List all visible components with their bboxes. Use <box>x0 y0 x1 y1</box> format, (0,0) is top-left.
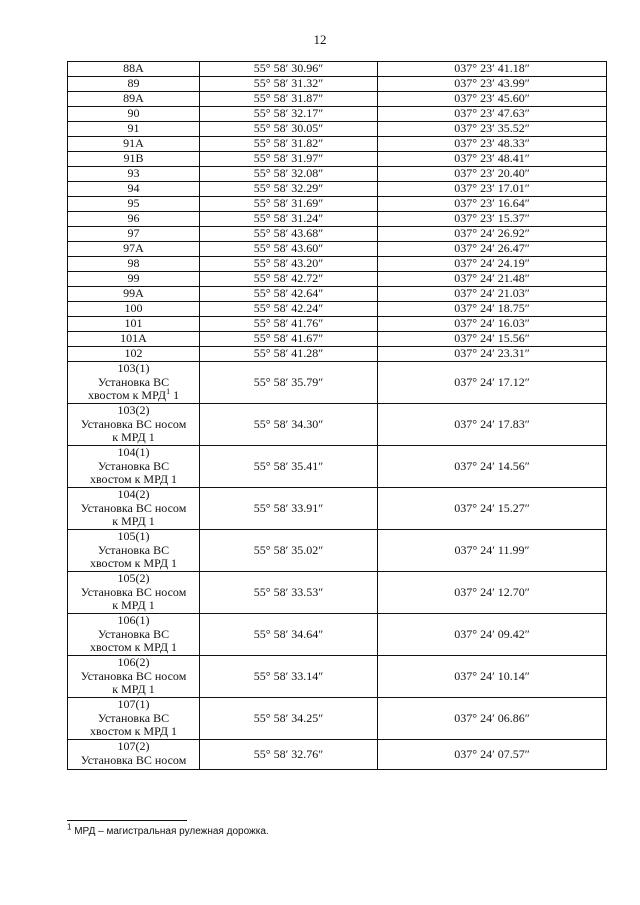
latitude-cell: 55° 58′ 31.97″ <box>200 152 378 167</box>
point-id-cell: 99 <box>68 272 200 287</box>
stand-cell <box>68 446 200 488</box>
point-id-cell: 89A <box>68 92 200 107</box>
longitude-cell: 037° 24′ 17.12″ <box>378 362 607 404</box>
stand-orientation: к МРД 1 <box>112 598 155 613</box>
table-row <box>68 614 607 656</box>
stand-number: 103(1) <box>117 361 150 376</box>
table-row <box>68 212 607 227</box>
point-id-cell: 95 <box>68 197 200 212</box>
stand-number: 103(2) <box>117 403 150 418</box>
latitude-cell: 55° 58′ 35.79″ <box>200 362 378 404</box>
table-row <box>68 740 607 770</box>
table-row <box>68 62 607 77</box>
coordinates-table <box>67 61 607 770</box>
longitude-cell: 037° 24′ 09.42″ <box>378 614 607 656</box>
stand-number: 105(1) <box>117 529 150 544</box>
table-row <box>68 152 607 167</box>
footnote-marker: 1 <box>166 387 171 397</box>
table-row <box>68 332 607 347</box>
latitude-cell: 55° 58′ 33.14″ <box>200 656 378 698</box>
latitude-cell: 55° 58′ 43.60″ <box>200 242 378 257</box>
latitude-cell: 55° 58′ 31.69″ <box>200 197 378 212</box>
point-id-cell: 91B <box>68 152 200 167</box>
stand-description: Установка ВС <box>97 458 170 473</box>
stand-number: 106(1) <box>117 613 150 628</box>
point-id-cell: 99A <box>68 287 200 302</box>
point-id-cell: 93 <box>68 167 200 182</box>
stand-description: Установка ВС <box>97 374 170 389</box>
table-row <box>68 656 607 698</box>
point-id-cell: 102 <box>68 347 200 362</box>
latitude-cell: 55° 58′ 42.72″ <box>200 272 378 287</box>
latitude-cell: 55° 58′ 43.20″ <box>200 257 378 272</box>
stand-number: 105(2) <box>117 571 150 586</box>
latitude-cell: 55° 58′ 41.28″ <box>200 347 378 362</box>
stand-orientation: хвостом к МРД 1 <box>89 556 178 571</box>
table-row <box>68 92 607 107</box>
latitude-cell: 55° 58′ 32.76″ <box>200 740 378 770</box>
stand-cell <box>68 488 200 530</box>
table-row <box>68 197 607 212</box>
longitude-cell: 037° 24′ 21.03″ <box>378 287 607 302</box>
point-id-cell: 91 <box>68 122 200 137</box>
stand-description: Установка ВС носом <box>80 668 187 683</box>
longitude-cell: 037° 23′ 15.37″ <box>378 212 607 227</box>
stand-cell <box>68 740 200 770</box>
longitude-cell: 037° 24′ 15.56″ <box>378 332 607 347</box>
longitude-cell: 037° 23′ 16.64″ <box>378 197 607 212</box>
longitude-cell: 037° 23′ 20.40″ <box>378 167 607 182</box>
longitude-cell: 037° 24′ 12.70″ <box>378 572 607 614</box>
longitude-cell: 037° 24′ 26.92″ <box>378 227 607 242</box>
longitude-cell: 037° 23′ 17.01″ <box>378 182 607 197</box>
point-id-cell: 89 <box>68 77 200 92</box>
table-row <box>68 77 607 92</box>
stand-number: 106(2) <box>117 655 150 670</box>
point-id-cell: 91A <box>68 137 200 152</box>
point-id-cell: 90 <box>68 107 200 122</box>
table-row <box>68 347 607 362</box>
longitude-cell: 037° 24′ 15.27″ <box>378 488 607 530</box>
latitude-cell: 55° 58′ 32.08″ <box>200 167 378 182</box>
page-number: 12 <box>313 32 327 47</box>
latitude-cell: 55° 58′ 41.67″ <box>200 332 378 347</box>
stand-orientation-tail: 1 <box>170 388 180 403</box>
point-id-cell: 98 <box>68 257 200 272</box>
footnote-divider <box>67 820 187 821</box>
stand-cell <box>68 698 200 740</box>
stand-number: 104(1) <box>117 445 150 460</box>
longitude-cell: 037° 24′ 23.31″ <box>378 347 607 362</box>
table-row <box>68 242 607 257</box>
longitude-cell: 037° 24′ 24.19″ <box>378 257 607 272</box>
table-row <box>68 302 607 317</box>
latitude-cell: 55° 58′ 31.87″ <box>200 92 378 107</box>
stand-orientation <box>70 389 197 403</box>
stand-orientation: хвостом к МРД 1 <box>89 472 178 487</box>
latitude-cell: 55° 58′ 32.29″ <box>200 182 378 197</box>
stand-description: Установка ВС <box>97 542 170 557</box>
latitude-cell: 55° 58′ 31.32″ <box>200 77 378 92</box>
table-row <box>68 530 607 572</box>
latitude-cell: 55° 58′ 43.68″ <box>200 227 378 242</box>
stand-description: Установка ВС носом <box>80 752 187 767</box>
table-row <box>68 287 607 302</box>
latitude-cell: 55° 58′ 32.17″ <box>200 107 378 122</box>
point-id-cell: 88A <box>68 62 200 77</box>
table-row <box>68 227 607 242</box>
stand-description: Установка ВС носом <box>80 416 187 431</box>
stand-cell <box>68 530 200 572</box>
table-row <box>68 698 607 740</box>
latitude-cell: 55° 58′ 41.76″ <box>200 317 378 332</box>
longitude-cell: 037° 23′ 45.60″ <box>378 92 607 107</box>
longitude-cell: 037° 24′ 21.48″ <box>378 272 607 287</box>
stand-description: Установка ВС носом <box>80 500 187 515</box>
longitude-cell: 037° 24′ 26.47″ <box>378 242 607 257</box>
longitude-cell: 037° 23′ 47.63″ <box>378 107 607 122</box>
longitude-cell: 037° 23′ 41.18″ <box>378 62 607 77</box>
table-row <box>68 362 607 404</box>
table-row <box>68 317 607 332</box>
table-row <box>68 446 607 488</box>
stand-cell <box>68 404 200 446</box>
latitude-cell: 55° 58′ 35.02″ <box>200 530 378 572</box>
stand-number: 107(1) <box>117 697 150 712</box>
table-row <box>68 107 607 122</box>
stand-orientation: к МРД 1 <box>112 514 155 529</box>
latitude-cell: 55° 58′ 42.64″ <box>200 287 378 302</box>
longitude-cell: 037° 24′ 18.75″ <box>378 302 607 317</box>
latitude-cell: 55° 58′ 34.64″ <box>200 614 378 656</box>
point-id-cell: 97 <box>68 227 200 242</box>
stand-orientation: хвостом к МРД 1 <box>89 640 178 655</box>
longitude-cell: 037° 24′ 10.14″ <box>378 656 607 698</box>
stand-description: Установка ВС <box>97 626 170 641</box>
longitude-cell: 037° 23′ 43.99″ <box>378 77 607 92</box>
stand-orientation: хвостом к МРД 1 <box>89 724 178 739</box>
longitude-cell: 037° 24′ 17.83″ <box>378 404 607 446</box>
stand-cell <box>68 656 200 698</box>
point-id-cell: 96 <box>68 212 200 227</box>
stand-number: 107(2) <box>117 739 150 753</box>
stand-cell <box>68 572 200 614</box>
table-row <box>68 122 607 137</box>
longitude-cell: 037° 24′ 14.56″ <box>378 446 607 488</box>
footnote-marker: 1 <box>67 822 72 832</box>
table-row <box>68 182 607 197</box>
point-id-cell: 101A <box>68 332 200 347</box>
longitude-cell: 037° 24′ 16.03″ <box>378 317 607 332</box>
longitude-cell: 037° 23′ 35.52″ <box>378 122 607 137</box>
latitude-cell: 55° 58′ 34.30″ <box>200 404 378 446</box>
table-row <box>68 572 607 614</box>
latitude-cell: 55° 58′ 34.25″ <box>200 698 378 740</box>
longitude-cell: 037° 23′ 48.41″ <box>378 152 607 167</box>
stand-description: Установка ВС <box>97 710 170 725</box>
table-row <box>68 488 607 530</box>
stand-orientation-text: хвостом к МРД <box>87 388 167 403</box>
table-row <box>68 167 607 182</box>
stand-description: Установка ВС носом <box>80 584 187 599</box>
coordinates-table-body <box>68 62 607 770</box>
stand-cell <box>68 614 200 656</box>
latitude-cell: 55° 58′ 42.24″ <box>200 302 378 317</box>
footnote <box>67 822 269 837</box>
footnote-text: МРД – магистральная рулежная дорожка. <box>71 826 269 837</box>
latitude-cell: 55° 58′ 30.05″ <box>200 122 378 137</box>
latitude-cell: 55° 58′ 31.82″ <box>200 137 378 152</box>
point-id-cell: 101 <box>68 317 200 332</box>
latitude-cell: 55° 58′ 33.91″ <box>200 488 378 530</box>
stand-number: 104(2) <box>117 487 150 502</box>
longitude-cell: 037° 24′ 11.99″ <box>378 530 607 572</box>
table-row <box>68 272 607 287</box>
stand-orientation: к МРД 1 <box>112 682 155 697</box>
latitude-cell: 55° 58′ 31.24″ <box>200 212 378 227</box>
stand-orientation: к МРД 1 <box>112 430 155 445</box>
table-row <box>68 257 607 272</box>
longitude-cell: 037° 24′ 07.57″ <box>378 740 607 770</box>
point-id-cell: 97A <box>68 242 200 257</box>
table-row <box>68 137 607 152</box>
latitude-cell: 55° 58′ 33.53″ <box>200 572 378 614</box>
point-id-cell: 100 <box>68 302 200 317</box>
point-id-cell: 94 <box>68 182 200 197</box>
longitude-cell: 037° 24′ 06.86″ <box>378 698 607 740</box>
longitude-cell: 037° 23′ 48.33″ <box>378 137 607 152</box>
table-row <box>68 404 607 446</box>
latitude-cell: 55° 58′ 35.41″ <box>200 446 378 488</box>
latitude-cell: 55° 58′ 30.96″ <box>200 62 378 77</box>
stand-cell <box>68 362 200 404</box>
